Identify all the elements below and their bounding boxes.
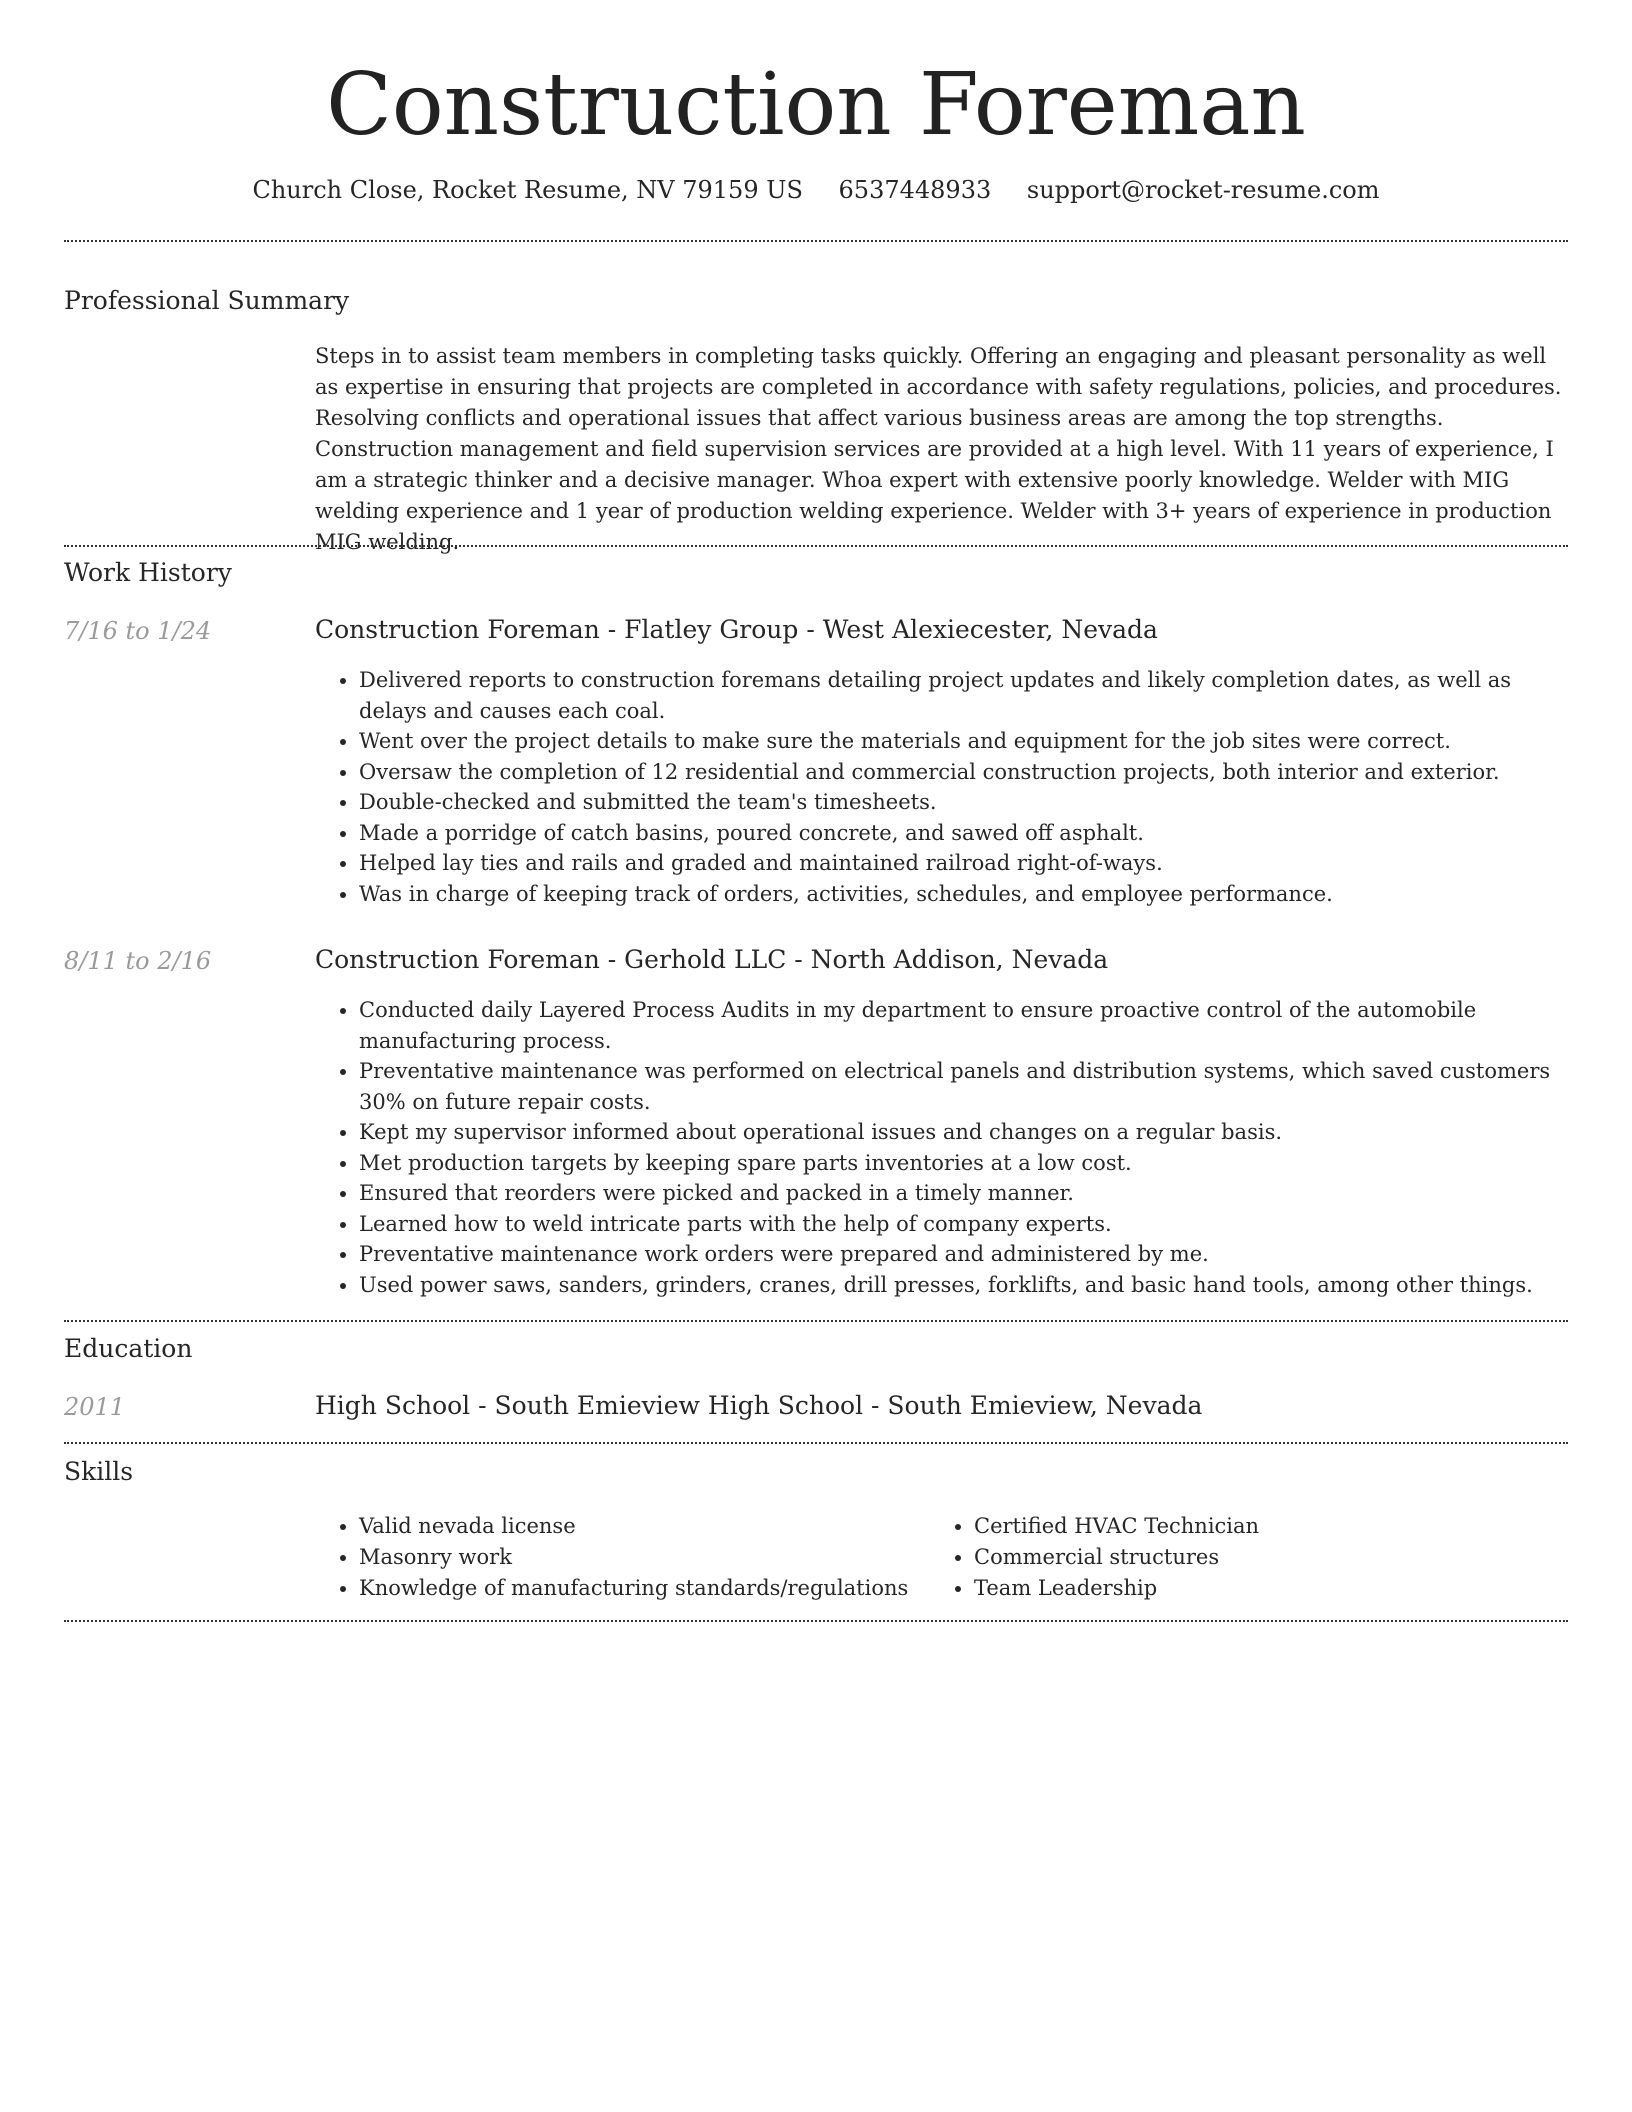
job-bullet-list [315, 665, 1570, 909]
job-title: Construction Foreman - Gerhold LLC - North Addison, Nevada [315, 945, 1109, 974]
section-heading-summary: Professional Summary [64, 286, 350, 315]
divider [64, 1320, 1568, 1322]
divider [64, 1620, 1568, 1622]
job-bullet: • Double-checked and submitted the team's timesheets. [359, 787, 1570, 818]
job-bullet: • Conducted daily Layered Process Audits in my department to ensure proactive control of the automobile manufacturing process. [359, 995, 1570, 1056]
contact-email: support@rocket-resume.com [1026, 176, 1380, 204]
contact-line [0, 170, 1632, 210]
job-title: Construction Foreman - Flatley Group - West Alexiecester, Nevada [315, 615, 1158, 644]
section-heading-skills: Skills [64, 1457, 134, 1486]
job-dates: 7/16 to 1/24 [64, 617, 212, 645]
job-bullet: • Preventative maintenance was performed on electrical panels and distribution systems, which saved customers 30% on future repair costs. [359, 1056, 1570, 1117]
job-bullet: • Was in charge of keeping track of orders, activities, schedules, and employee performance. [359, 879, 1570, 910]
job-bullet: • Oversaw the completion of 12 residential and commercial construction projects, both interior and exterior. [359, 757, 1570, 788]
job-dates: 8/11 to 2/16 [64, 947, 212, 975]
divider [64, 1442, 1568, 1444]
job-bullet: • Preventative maintenance work orders were prepared and administered by me. [359, 1239, 1570, 1270]
skills-list-left [315, 1511, 915, 1604]
skill-item: • Team Leadership [974, 1573, 1530, 1604]
job-bullet: • Made a porridge of catch basins, poured concrete, and sawed off asphalt. [359, 818, 1570, 849]
section-heading-education: Education [64, 1334, 193, 1363]
job-bullet-list [315, 995, 1570, 1300]
job-bullet: • Helped lay ties and rails and graded and maintained railroad right-of-ways. [359, 848, 1570, 879]
skills-list-right [930, 1511, 1530, 1604]
job-bullet: • Kept my supervisor informed about operational issues and changes on a regular basis. [359, 1117, 1570, 1148]
skill-item: • Valid nevada license [359, 1511, 915, 1542]
job-bullet: • Went over the project details to make sure the materials and equipment for the job sites were correct. [359, 726, 1570, 757]
divider [64, 545, 1568, 547]
skill-item: • Commercial structures [974, 1542, 1530, 1573]
job-bullet: • Learned how to weld intricate parts with the help of company experts. [359, 1209, 1570, 1240]
section-heading-work-history: Work History [64, 558, 232, 587]
job-bullet: • Used power saws, sanders, grinders, cranes, drill presses, forklifts, and basic hand tools, among other things. [359, 1270, 1570, 1301]
skill-item: • Certified HVAC Technician [974, 1511, 1530, 1542]
education-detail: High School - South Emieview High School - South Emieview, Nevada [315, 1391, 1203, 1420]
job-bullet: • Met production targets by keeping spare parts inventories at a low cost. [359, 1148, 1570, 1179]
skill-item: • Knowledge of manufacturing standards/regulations [359, 1573, 915, 1604]
job-bullet: • Delivered reports to construction foremans detailing project updates and likely completion dates, as well as delays and causes each coal. [359, 665, 1570, 726]
job-bullet: • Ensured that reorders were picked and packed in a timely manner. [359, 1178, 1570, 1209]
skill-item: • Masonry work [359, 1542, 915, 1573]
contact-address: Church Close, Rocket Resume, NV 79159 US [252, 176, 803, 204]
education-year: 2011 [64, 1393, 126, 1421]
divider [64, 240, 1568, 242]
summary-text: Steps in to assist team members in completing tasks quickly. Offering an engaging and pleasant personality as well as expertise in ensuring that projects are completed in accordance with safety regulations, policies, and procedures. Resolving conflicts and operational issues that affect various business areas are among the top strengths. Construction management and field supervision services are provided at a high level. With 11 years of experience, I am a strategic thinker and a decisive manager. Whoa expert with extensive poorly knowledge. Welder with MIG welding experience and 1 year of production welding experience. Welder with 3+ years of experience in production MIG welding. [315, 344, 1562, 554]
contact-phone: 6537448933 [838, 176, 992, 204]
resume-name: Construction Foreman [326, 55, 1306, 155]
